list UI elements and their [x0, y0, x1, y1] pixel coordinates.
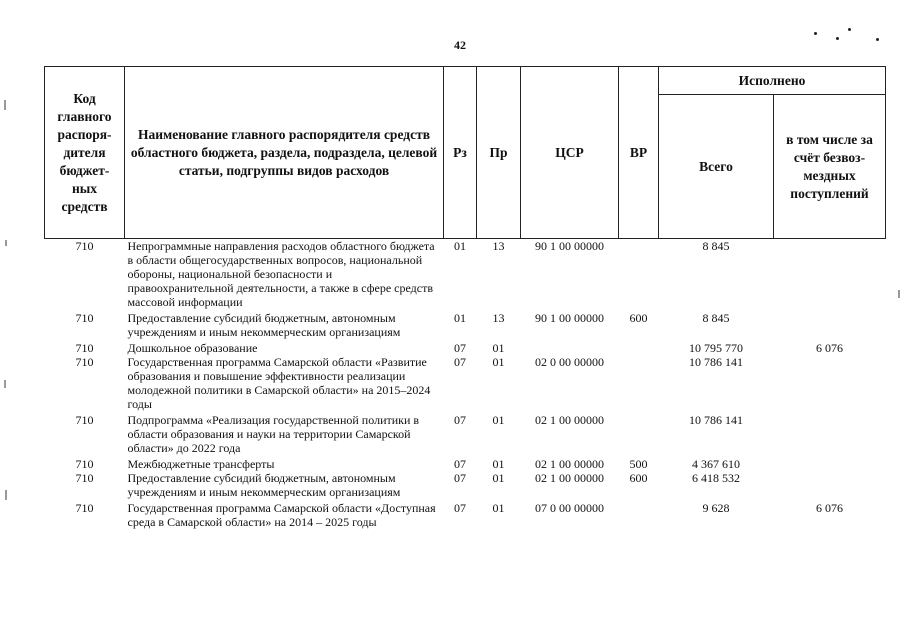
cell-gratuitous: 6 076 — [816, 341, 843, 355]
cell-code: 710 — [75, 501, 94, 515]
cell-vr: 600 — [629, 471, 648, 485]
table-row — [45, 355, 886, 413]
cell-total: 4 367 610 — [692, 457, 740, 471]
page-number: 42 — [454, 38, 466, 52]
cell-code: 710 — [75, 413, 94, 427]
table-row — [45, 341, 886, 355]
header-name: Наименование главного распорядителя средств областного бюджета, раздела, подраздела, целевой статьи, подгруппы видов расходов — [125, 67, 444, 239]
cell-total: 10 786 141 — [689, 413, 743, 427]
scan-artifact-dots — [810, 28, 890, 48]
cell-vr — [619, 355, 659, 413]
cell-name: Дошкольное образование — [127, 341, 258, 355]
cell-gratuitous: 6 076 — [816, 501, 843, 515]
cell-name: Непрограммные направления расходов областного бюджета в области общегосударственных вопросов, национальной обороны, национальной безопасности и правоохранительной деятельности, а также в сфере средств массовой информации — [127, 239, 435, 309]
cell-rz: 01 — [454, 311, 466, 325]
cell-csr: 07 0 00 00000 — [535, 501, 604, 515]
table-body — [45, 239, 886, 530]
cell-code: 710 — [75, 311, 94, 325]
cell-vr — [619, 413, 659, 457]
budget-table — [44, 66, 886, 529]
header-pr: Пр — [477, 67, 521, 239]
cell-vr: 600 — [629, 311, 648, 325]
table-row — [45, 457, 886, 471]
table-row — [45, 413, 886, 457]
cell-total: 8 845 — [702, 311, 730, 325]
cell-csr: 90 1 00 00000 — [535, 311, 604, 325]
cell-csr: 02 1 00 00000 — [535, 457, 604, 471]
cell-name: Государственная программа Самарской области «Развитие образования и повышение эффективности реализации молодежной политики в Самарской области» на 2015–2024 годы — [127, 355, 431, 411]
header-code: Код главного распоря-дителя бюджет-ных средств — [45, 67, 125, 239]
cell-gratuitous — [774, 413, 886, 457]
cell-csr: 90 1 00 00000 — [535, 239, 604, 253]
cell-code: 710 — [75, 355, 94, 369]
cell-vr: 500 — [629, 457, 648, 471]
cell-pr: 01 — [492, 471, 505, 485]
cell-rz: 07 — [454, 471, 466, 485]
cell-total: 6 418 532 — [692, 471, 740, 485]
cell-gratuitous — [774, 311, 886, 341]
table-row — [45, 501, 886, 529]
header-gratuitous: в том числе за счёт безвоз-мездных поступлений — [774, 95, 886, 239]
header-total: Всего — [659, 95, 774, 239]
cell-name: Предоставление субсидий бюджетным, автономным учреждениям и иным некоммерческим организациям — [127, 311, 401, 339]
cell-rz: 07 — [454, 501, 466, 515]
cell-gratuitous — [774, 457, 886, 471]
cell-vr — [619, 341, 659, 355]
table-header — [45, 67, 886, 239]
cell-name: Предоставление субсидий бюджетным, автономным учреждениям и иным некоммерческим организациям — [127, 471, 401, 499]
cell-csr: 02 0 00 00000 — [535, 355, 604, 369]
cell-csr — [521, 341, 619, 355]
cell-pr: 01 — [492, 355, 505, 369]
cell-rz: 07 — [454, 341, 466, 355]
cell-csr: 02 1 00 00000 — [535, 413, 604, 427]
cell-rz: 01 — [454, 239, 466, 253]
cell-pr: 01 — [492, 501, 505, 515]
cell-code: 710 — [75, 471, 94, 485]
cell-total: 8 845 — [702, 239, 730, 253]
header-vr: ВР — [619, 67, 659, 239]
cell-code: 710 — [75, 457, 94, 471]
cell-gratuitous — [774, 355, 886, 413]
cell-gratuitous — [774, 239, 886, 312]
cell-code: 710 — [75, 341, 94, 355]
cell-total: 10 786 141 — [689, 355, 743, 369]
header-rz: Рз — [444, 67, 477, 239]
cell-rz: 07 — [454, 457, 466, 471]
cell-total: 9 628 — [702, 501, 730, 515]
cell-total: 10 795 770 — [689, 341, 743, 355]
cell-vr — [619, 501, 659, 529]
cell-rz: 07 — [454, 355, 466, 369]
cell-name: Государственная программа Самарской области «Доступная среда в Самарской области» на 2014 – 2025 годы — [127, 501, 436, 529]
cell-pr: 13 — [492, 239, 505, 253]
cell-gratuitous — [774, 471, 886, 501]
cell-pr: 01 — [492, 413, 505, 427]
cell-pr: 13 — [492, 311, 505, 325]
cell-name: Межбюджетные трансферты — [127, 457, 275, 471]
cell-csr: 02 1 00 00000 — [535, 471, 604, 485]
cell-code: 710 — [75, 239, 94, 253]
cell-name: Подпрограмма «Реализация государственной политики в области образования и науки на территории Самарской области» до 2022 года — [127, 413, 420, 455]
header-executed: Исполнено — [659, 67, 886, 95]
table-row — [45, 239, 886, 312]
cell-pr: 01 — [492, 341, 505, 355]
cell-rz: 07 — [454, 413, 466, 427]
cell-vr — [619, 239, 659, 312]
table-row — [45, 471, 886, 501]
table-row — [45, 311, 886, 341]
cell-pr: 01 — [492, 457, 505, 471]
header-csr: ЦСР — [521, 67, 619, 239]
